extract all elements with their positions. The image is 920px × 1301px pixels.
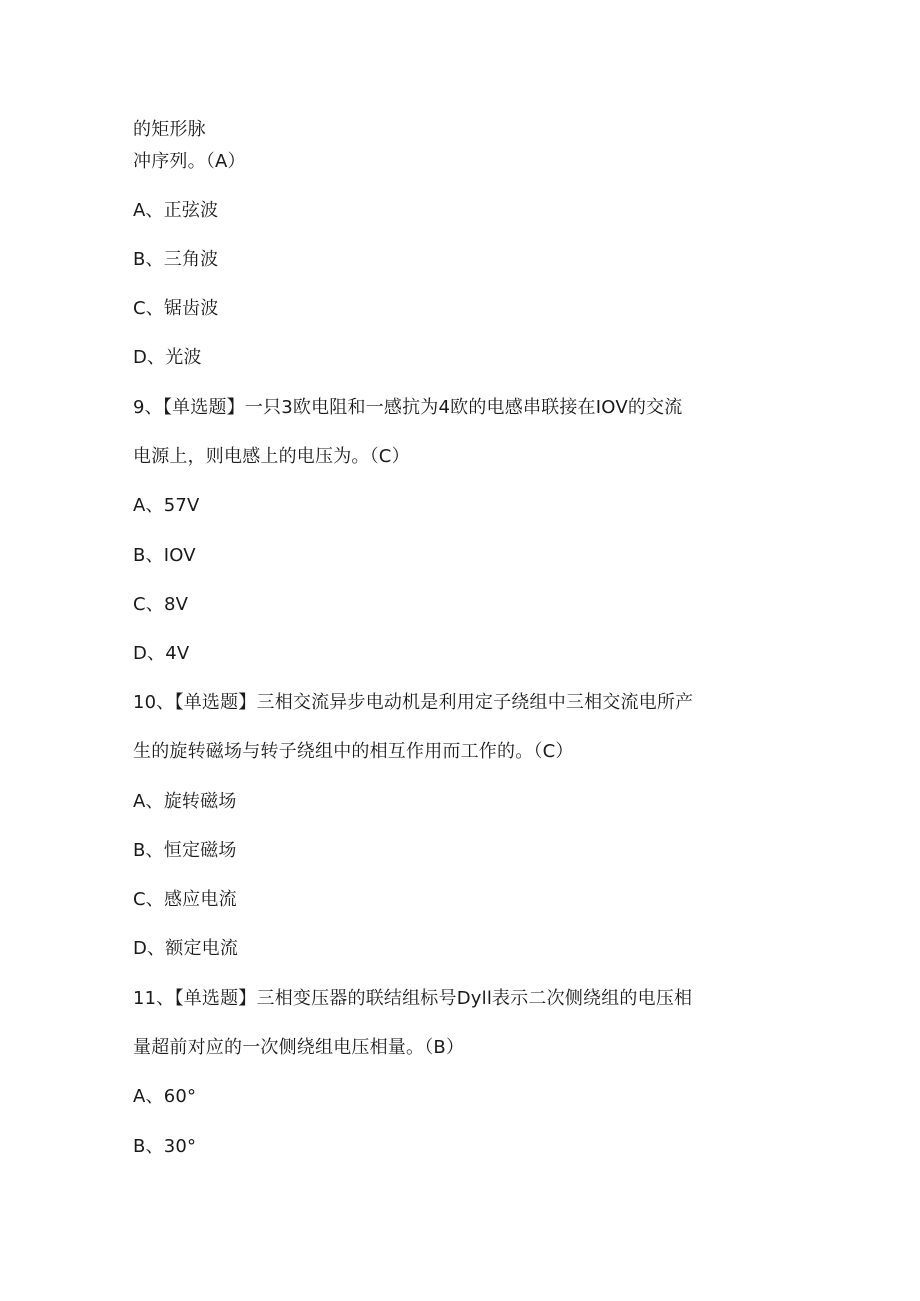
text-line: 的矩形脉 [133,119,206,140]
question-11-text: 11、【单选题】三相变压器的联结组标号Dyll表示二次侧绕组的电压相 [133,988,693,1009]
option-b: B、三角波 [133,249,219,270]
question-9-text: 电源上，则电感上的电压为。（C） [133,446,410,467]
option-d: D、光波 [133,347,202,368]
option-d: D、4V [133,643,190,664]
option-b: B、恒定磁场 [133,840,237,861]
question-9-text: 9、【单选题】一只3欧电阻和一感抗为4欧的电感串联接在IOV的交流 [133,397,683,418]
question-10-text: 10、【单选题】三相交流异步电动机是利用定子绕组中三相交流电所产 [133,692,694,713]
text-line: 冲序列。（A） [133,151,246,172]
question-10-text: 生的旋转磁场与转子绕组中的相互作用而工作的。（C） [133,741,574,762]
option-c: C、感应电流 [133,889,237,910]
question-11-text: 量超前对应的一次侧绕组电压相量。（B） [133,1037,465,1058]
option-a: A、60° [133,1086,197,1107]
option-b: B、30° [133,1136,197,1157]
option-a: A、旋转磁场 [133,791,237,812]
option-c: C、锯齿波 [133,298,219,319]
option-b: B、IOV [133,545,196,566]
option-c: C、8V [133,594,189,615]
option-a: A、57V [133,495,200,516]
option-a: A、正弦波 [133,200,219,221]
option-d: D、额定电流 [133,938,239,959]
